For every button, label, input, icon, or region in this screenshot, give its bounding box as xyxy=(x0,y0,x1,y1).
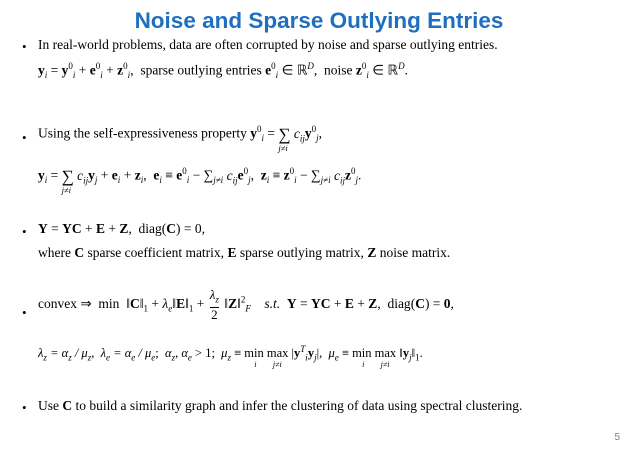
bullet-3-where: where C sparse coefficient matrix, E sparse outlying matrix, Z noise matrix. xyxy=(38,245,451,260)
page-number: 5 xyxy=(614,432,620,443)
bullet-2: • xyxy=(22,130,27,145)
convex-label: convex xyxy=(38,295,77,311)
bullet-4-equation: convex ⇒ $\min ‖C‖_1$ + $\lambda_e‖E‖_1$ + $\frac{\lambda_z}{2}$ ‖Z‖$^2_F$ s.t. Y = YC + E + Z, diag(C) = 0, xyxy=(38,287,454,322)
diag-label-2: diag xyxy=(387,295,411,311)
bullet-5-text: Use C to build a similarity graph and infer the clustering of data using spectral clustering. xyxy=(38,398,523,413)
st-label: s.t. xyxy=(264,295,281,311)
bullet-5: • xyxy=(22,400,27,415)
z-description: noise matrix. xyxy=(379,245,451,260)
diag-label: diag xyxy=(138,221,162,236)
slide-title: Noise and Sparse Outlying Entries xyxy=(134,8,504,33)
bullet-3-equation: Y = YC + E + Z, diag(C) = 0, xyxy=(38,221,206,236)
bullet-2-label: Using the self-expressiveness property xyxy=(38,125,247,141)
bullet-1-equation: $y_i = y^0_i + e^0_i + z^0_i$, sparse outlying entries $e^0_i$ ∈ ℝ$^D$, noise $z^0_i$ ∈ ℝ$^D$. xyxy=(38,61,408,81)
e-description: sparse outlying matrix, xyxy=(239,245,364,260)
c-description: sparse coefficient matrix, xyxy=(87,245,225,260)
bullet-2-text: Using the self-expressiveness property $y^0_i$ = ∑ j≠i $c_{ij}y^0_j$, xyxy=(38,124,322,153)
noise-label: noise xyxy=(324,62,353,78)
bullet-1: • xyxy=(22,39,27,54)
bullet-1-text: In real-world problems, data are often corrupted by noise and sparse outlying entries. xyxy=(38,37,498,52)
min-label: min xyxy=(98,295,120,311)
where-label: where xyxy=(38,245,71,260)
sparse-outlying-label: sparse outlying entries xyxy=(140,62,262,78)
bullet-4: • xyxy=(22,305,27,320)
lambda-fraction: $\frac{\lambda_z}{2}$ xyxy=(209,287,219,322)
bullet-2-equation: $y_i$ = ∑ j≠i $c_{ij}y_j + e_i + z_i$, $e_i \equiv e^0_i - \sum_{j\ne i}$ $c_{ij}e^0_j$, $z_i \equiv z^0_i - \sum_{j\ne i}$ $c_{ij}z^0_j$. xyxy=(38,166,362,195)
bullet-5-post: to build a similarity graph and infer the clustering of data using spectral clustering. xyxy=(75,398,523,413)
bullet-5-pre: Use xyxy=(38,398,59,413)
sum-symbol: ∑ j≠i xyxy=(278,124,291,153)
bullet-3: • xyxy=(22,224,27,239)
bullet-4-params: $\lambda_z = \alpha_z / \mu_z$, $\lambda_e = \alpha_e / \mu_e$; $\alpha_z$, $\alpha_e > 1$; $\mu_z \equiv \min$ i max j≠i $|y^T_iy_j|$, $\mu_e \equiv \min$ i max j≠i $‖y_j‖_1$. xyxy=(38,344,423,370)
